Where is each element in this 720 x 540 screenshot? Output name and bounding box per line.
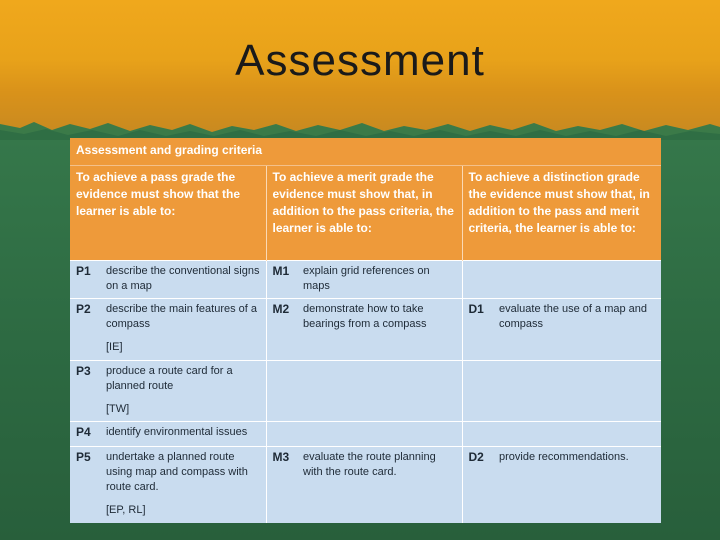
table-row	[70, 361, 661, 422]
pass-criterion	[102, 447, 266, 523]
pass-code: P3	[70, 361, 102, 422]
merit-code: M3	[266, 447, 299, 523]
merit-code	[266, 422, 299, 447]
pass-text: identify environmental issues	[106, 426, 248, 438]
table-row	[70, 447, 661, 523]
pass-code: P2	[70, 299, 102, 361]
table-row	[70, 422, 661, 447]
merit-criterion: demonstrate how to take bearings from a compass	[299, 299, 462, 361]
pass-criterion	[102, 422, 266, 447]
distinction-criterion: provide recommendations.	[495, 447, 661, 523]
distinction-header: To achieve a distinction grade the evidence must show that, in addition to the pass and merit criteria, the learner is able to:	[462, 166, 661, 261]
distinction-code	[462, 361, 495, 422]
pass-code: P5	[70, 447, 102, 523]
distinction-criterion: evaluate the use of a map and compass	[495, 299, 661, 361]
merit-code: M1	[266, 261, 299, 299]
distinction-code	[462, 422, 495, 447]
pass-skill-ref: [TW]	[106, 403, 130, 415]
pass-text: describe the main features of a compass	[106, 303, 258, 330]
pass-skill-ref: [IE]	[106, 341, 123, 353]
merit-header: To achieve a merit grade the evidence must show that, in addition to the pass criteria, the learner is able to:	[266, 166, 462, 261]
merit-criterion: evaluate the route planning with the route card.	[299, 447, 462, 523]
slide-title: Assessment	[235, 36, 485, 85]
merit-code	[266, 361, 299, 422]
distinction-code: D1	[462, 299, 495, 361]
merit-criterion: explain grid references on maps	[299, 261, 462, 299]
merit-criterion	[299, 422, 462, 447]
table-row	[70, 299, 661, 361]
table-title: Assessment and grading criteria	[70, 138, 661, 166]
pass-code: P4	[70, 422, 102, 447]
distinction-criterion	[495, 261, 661, 299]
table-row	[70, 261, 661, 299]
distinction-code: D2	[462, 447, 495, 523]
distinction-criterion	[495, 422, 661, 447]
merit-code: M2	[266, 299, 299, 361]
pass-text: describe the conventional signs on a map	[106, 265, 260, 292]
pass-header: To achieve a pass grade the evidence must show that the learner is able to:	[70, 166, 266, 261]
merit-criterion	[299, 361, 462, 422]
pass-text: produce a route card for a planned route	[106, 365, 233, 392]
grading-criteria-table	[70, 138, 661, 521]
pass-criterion	[102, 361, 266, 422]
pass-code: P1	[70, 261, 102, 299]
pass-text: undertake a planned route using map and compass with route card.	[106, 451, 248, 493]
distinction-criterion	[495, 361, 661, 422]
pass-criterion	[102, 299, 266, 361]
distinction-code	[462, 261, 495, 299]
pass-criterion	[102, 261, 266, 299]
pass-skill-ref: [EP, RL]	[106, 504, 146, 516]
